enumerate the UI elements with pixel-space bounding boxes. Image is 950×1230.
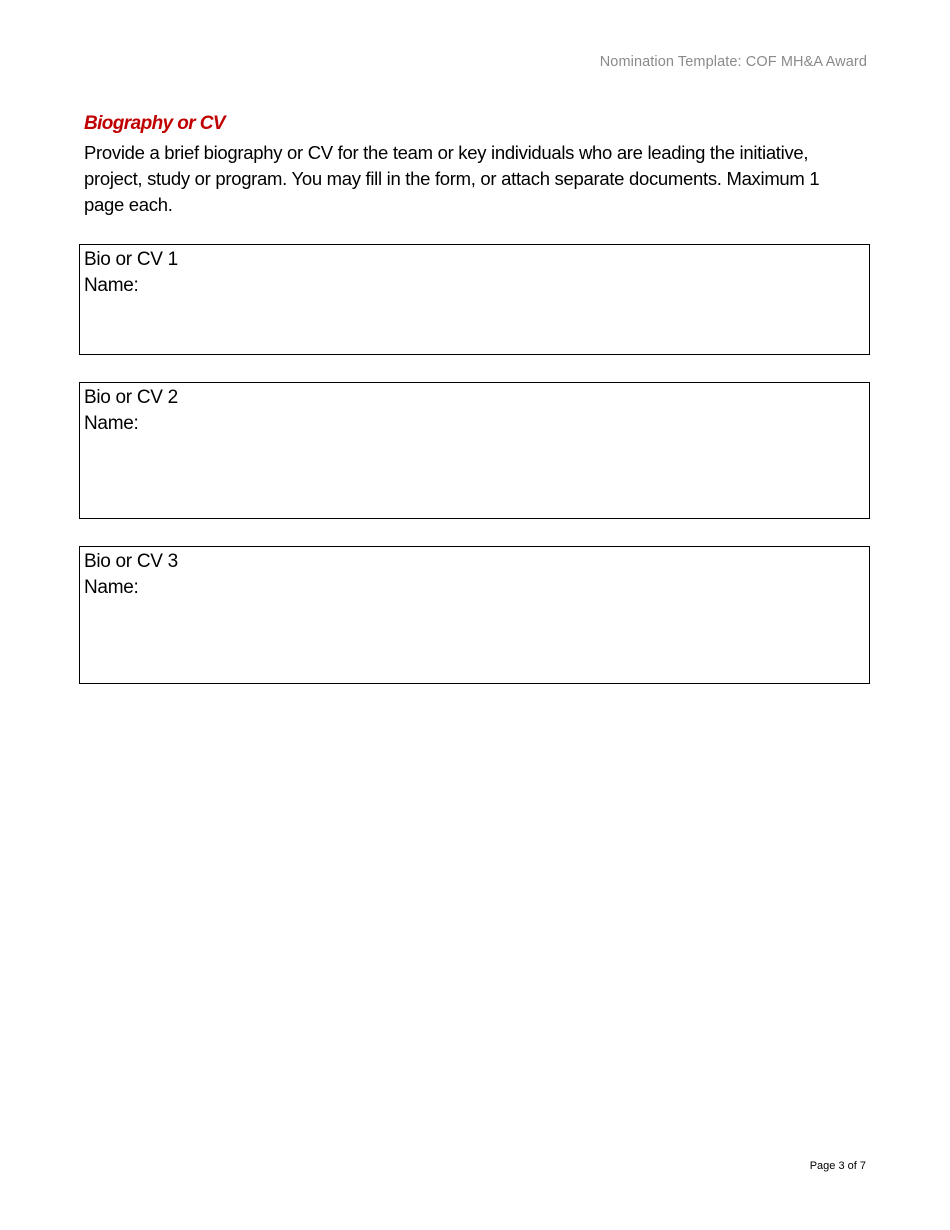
bio-cv-box-label: Bio or CV 3	[84, 551, 178, 572]
bio-cv-box-1[interactable]	[79, 244, 870, 355]
bio-cv-box-2[interactable]	[79, 382, 870, 519]
bio-cv-box-3[interactable]	[79, 546, 870, 684]
name-field-label: Name:	[84, 413, 139, 434]
bio-cv-box-label: Bio or CV 2	[84, 387, 178, 408]
page-number: Page 3 of 7	[809, 1160, 866, 1172]
bio-cv-box-label: Bio or CV 1	[84, 249, 178, 270]
section-title: Biography or CV	[84, 113, 225, 134]
section-intro: Provide a brief biography or CV for the team or key individuals who are leading the initiative, project, study or program. You may fill in the form, or attach separate documents. Maximum 1 page each.	[84, 142, 820, 215]
name-field-label: Name:	[84, 577, 139, 598]
name-field-label: Name:	[84, 275, 139, 296]
document-header: Nomination Template: COF MH&A Award	[599, 54, 867, 70]
